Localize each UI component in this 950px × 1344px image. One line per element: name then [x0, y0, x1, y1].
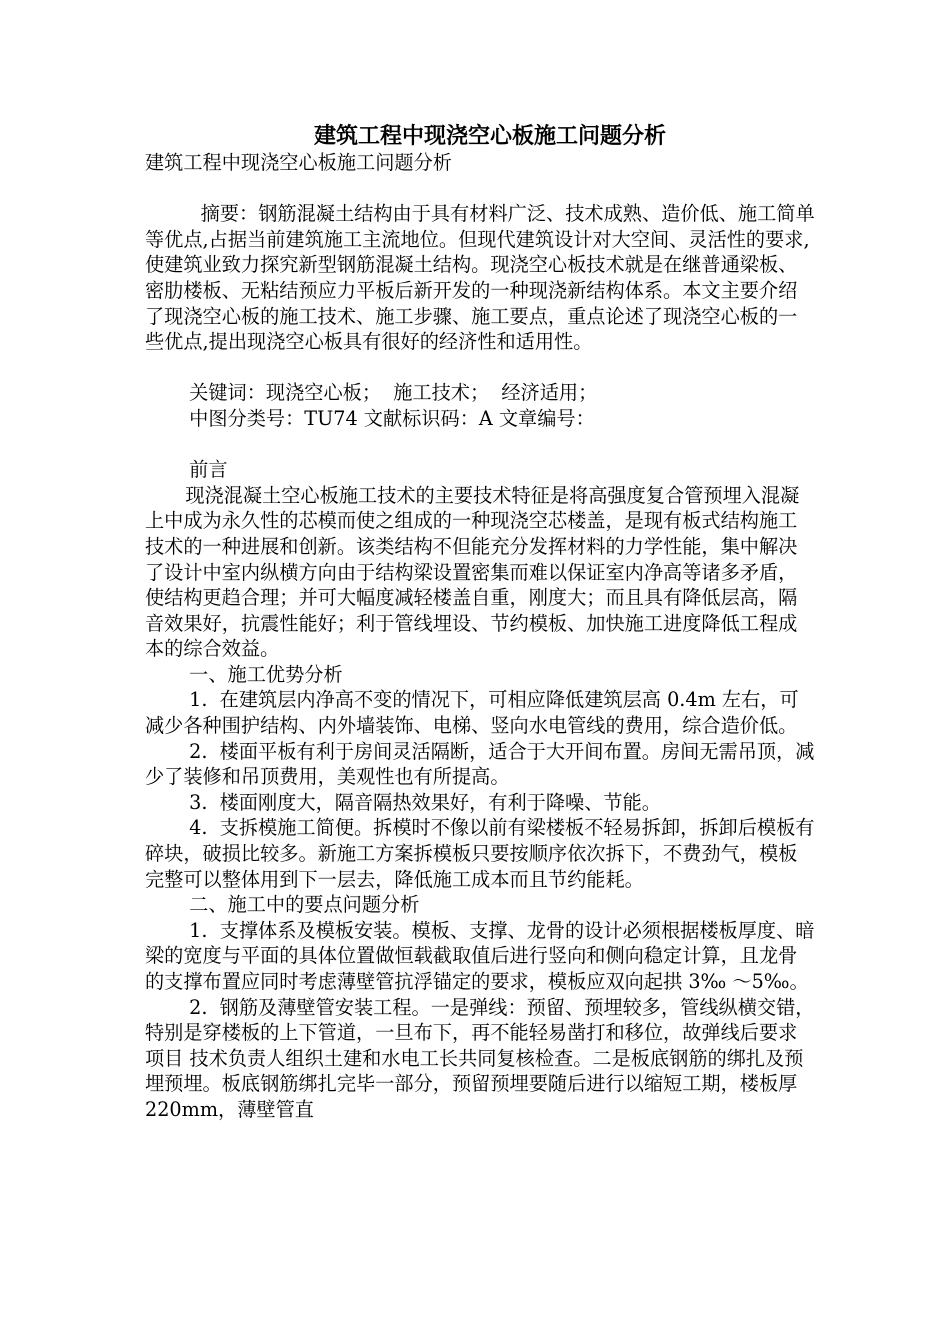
classification-line: 中图分类号：TU74 文献标识码：A 文章编号： [189, 406, 595, 430]
preface-heading: 前言 [189, 458, 228, 482]
document-body [145, 150, 815, 1123]
preface-paragraph: 现浇混凝土空心板施工技术的主要技术特征是将高强度复合管预埋入混凝上中成为永久性的芯模而使之组成的一种现浇空芯楼盖，是现有板式结构施工技术的一种进展和创新。该类结构不但能充分发挥材料的力学性能，集中解决了设计中室内纵横方向由于结构梁设置密集而难以保证室内净高等诸多矛盾，使结构更趋合理；并可大幅度减轻楼盖自重，刚度大；而且具有降低层高，隔音效果好，抗震性能好；利于管线埋设、节约模板、加快施工进度降低工程成本的综合效益。 [145, 483, 800, 661]
section2-item: 1. 支撑体系及模板安装。模板、支撑、龙骨的设计必须根据楼板厚度、暗梁的宽度与平面的具体位置做恒载截取值后进行竖向和侧向稳定计算，且龙骨的支撑布置应同时考虑薄壁管抗浮锚定的要求，模板应双向起拱 3‰ ～5‰。 [145, 918, 815, 993]
document-title: 建筑工程中现浇空心板施工问题分析 [313, 123, 666, 149]
abstract-paragraph: 摘要：钢筋混凝土结构由于具有材料广泛、技术成熟、造价低、施工简单等优点,占据当前建筑施工主流地位。但现代建筑设计对大空间、灵活性的要求,使建筑业致力探究新型钢筋混凝土结构。现浇空心板技术就是在继普通梁板、密肋楼板、无粘结预应力平板后新开发的一种现浇新结构体系。本文主要介绍了现浇空心板的施工技术、施工步骤、施工要点，重点论述了现浇空心板的一些优点,提出现浇空心板具有很好的经济性和适用性。 [145, 202, 815, 354]
blank-line [145, 432, 815, 458]
section2-heading: 二、施工中的要点问题分析 [189, 893, 420, 917]
blank-line [145, 176, 815, 202]
section1-item: 2. 楼面平板有利于房间灵活隔断，适合于大开间布置。房间无需吊顶，减少了装修和吊顶费用，美观性也有所提高。 [145, 739, 815, 789]
document-subtitle: 建筑工程中现浇空心板施工问题分析 [145, 151, 452, 174]
keywords-line: 关键词：现浇空心板； 施工技术； 经济适用； [189, 381, 598, 405]
section1-heading: 一、施工优势分析 [189, 662, 343, 686]
section1-item: 3. 楼面刚度大，隔音隔热效果好，有利于降噪、节能。 [189, 790, 661, 814]
blank-line [145, 355, 815, 381]
section2-item: 2. 钢筋及薄壁管安装工程。一是弹线：预留、预埋较多，管线纵横交错，特别是穿楼板的上下管道，一旦布下，再不能轻易凿打和移位，故弹线后要求项目 技术负责人组织土建和水电工长共同复核检查。二是板底钢筋的绑扎及预埋预埋。板底钢筋绑扎完毕一部分，预留预埋要随后进行以缩短工期，楼板厚 220mm，薄壁管直 [145, 995, 815, 1121]
section1-item: 1. 在建筑层内净高不变的情况下，可相应降低建筑层高 0.4m 左右，可减少各种围护结构、内外墙装饰、电梯、竖向水电管线的费用，综合造价低。 [145, 688, 799, 738]
section1-item: 4. 支拆模施工简便。拆模时不像以前有梁楼板不轻易拆卸，拆卸后模板有碎块，破损比较多。新施工方案拆模板只要按顺序依次拆下，不费劲气，模板完整可以整体用到下一层去，降低施工成本而且节约能耗。 [145, 816, 815, 891]
